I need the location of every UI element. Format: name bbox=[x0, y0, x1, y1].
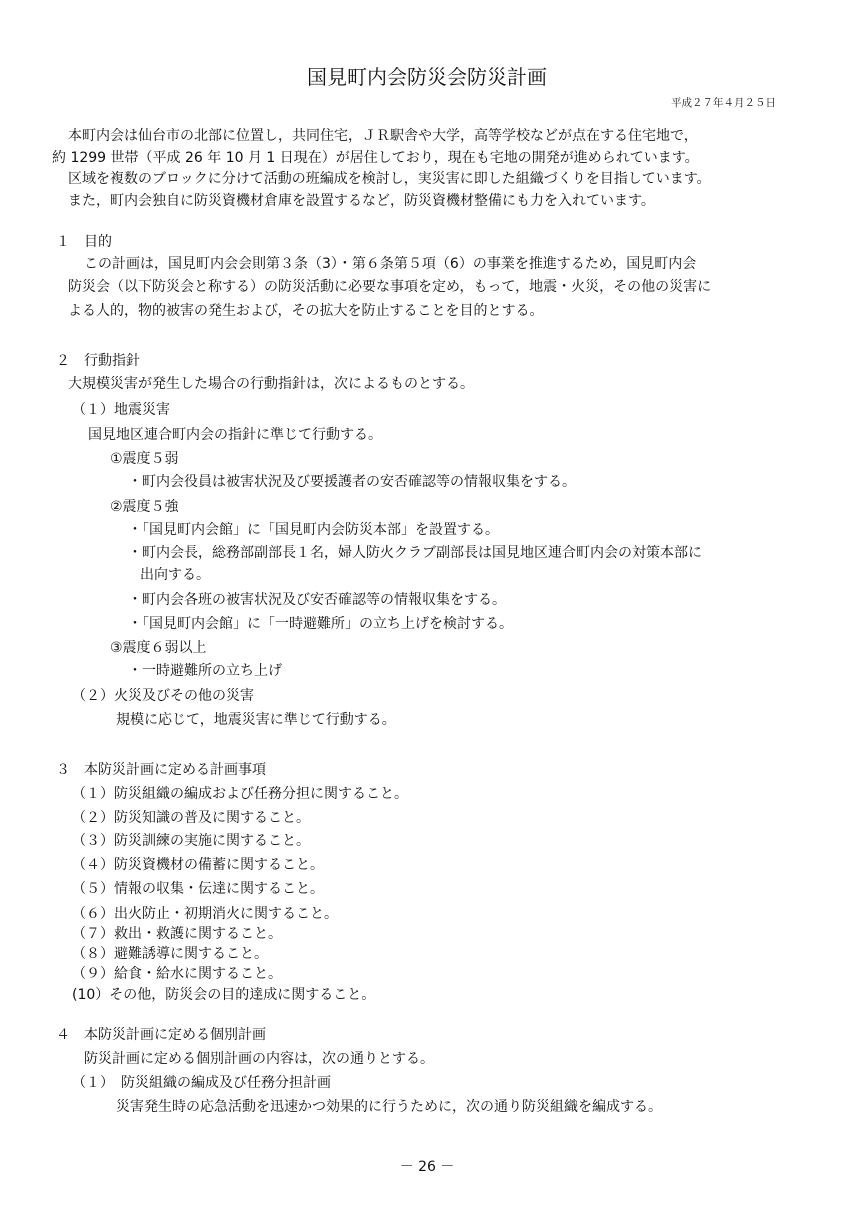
section-1-heading: １ 目的 bbox=[56, 234, 112, 250]
page-title: 国見町内会防災会防災計画 bbox=[307, 65, 547, 89]
intro-line-1: 本町内会は仙台市の北部に位置し，共同住宅，ＪＲ駅舎や大学，高等学校などが点在する住宅地で， bbox=[68, 128, 698, 144]
section-4-sub1-heading: （１） 防災組織の編成及び任務分担計画 bbox=[72, 1075, 331, 1091]
page-number: － 26 － bbox=[399, 1159, 455, 1175]
section-4-sub1-text: 災害発生時の応急活動を迅速かつ効果的に行うために，次の通り防災組織を編成する。 bbox=[116, 1099, 662, 1115]
seismic-level-1-heading: ①震度５弱 bbox=[110, 451, 179, 467]
seismic-level-3-heading: ③震度６弱以上 bbox=[110, 640, 207, 656]
plan-item-5: （５）情報の収集・伝達に関すること。 bbox=[72, 881, 324, 897]
section-2-sub1-heading: （１）地震災害 bbox=[72, 402, 170, 418]
plan-item-8: （８）避難誘導に関すること。 bbox=[72, 946, 268, 962]
seismic-level-2-item-4: ・「国見町内会館」に「一時避難所」の立ち上げを検討する。 bbox=[128, 616, 513, 632]
intro-line-3: 区域を複数のブロックに分けて活動の班編成を検討し，実災害に即した組織づくりを目指しています。 bbox=[68, 171, 711, 187]
seismic-level-2-item-2-cont: 出向する。 bbox=[140, 567, 210, 583]
section-3-heading: ３ 本防災計画に定める計画事項 bbox=[56, 762, 266, 778]
seismic-level-3-item-1: ・一時避難所の立ち上げ bbox=[128, 663, 282, 679]
intro-line-2: 約 1299 世帯（平成 26 年 10 月 1 日現在）が居住しており，現在も宅地の開発が進められています。 bbox=[52, 150, 699, 166]
section-1-line-2: 防災会（以下防災会と称する）の防災活動に必要な事項を定め，もって，地震・火災，その他の災害に bbox=[68, 279, 712, 295]
section-4-intro: 防災計画に定める個別計画の内容は，次の通りとする。 bbox=[84, 1051, 434, 1067]
plan-item-2: （２）防災知識の普及に関すること。 bbox=[72, 810, 310, 826]
document-date: 平成２７年４月２５日 bbox=[671, 97, 776, 109]
seismic-level-2-item-3: ・町内会各班の被害状況及び安否確認等の情報収集をする。 bbox=[128, 592, 506, 608]
section-1-line-1: この計画は，国見町内会会則第３条（3）・第６条第５項（6）の事業を推進するため，国見町内会 bbox=[84, 256, 697, 272]
section-2-intro: 大規模災害が発生した場合の行動指針は，次によるものとする。 bbox=[68, 376, 474, 392]
section-2-sub2-heading: （２）火災及びその他の災害 bbox=[72, 688, 254, 704]
plan-item-6: （６）出火防止・初期消火に関すること。 bbox=[72, 906, 338, 922]
section-2-sub1-text: 国見地区連合町内会の指針に準じて行動する。 bbox=[88, 427, 382, 443]
section-2-sub2-text: 規模に応じて，地震災害に準じて行動する。 bbox=[116, 712, 396, 728]
plan-item-9: （９）給食・給水に関すること。 bbox=[72, 966, 282, 982]
plan-item-1: （１）防災組織の編成および任務分担に関すること。 bbox=[72, 786, 408, 802]
plan-item-4: （４）防災資機材の備蓄に関すること。 bbox=[72, 857, 324, 873]
intro-line-4: また，町内会独自に防災資機材倉庫を設置するなど，防災資機材整備にも力を入れています。 bbox=[68, 193, 655, 209]
section-1-line-3: よる人的，物的被害の発生および，その拡大を防止することを目的とする。 bbox=[68, 303, 544, 319]
seismic-level-2-heading: ②震度５強 bbox=[110, 499, 179, 515]
plan-item-10: (10）その他，防災会の目的達成に関すること。 bbox=[72, 987, 376, 1003]
seismic-level-2-item-1: ・「国見町内会館」に「国見町内会防災本部」を設置する。 bbox=[128, 522, 499, 538]
plan-item-3: （３）防災訓練の実施に関すること。 bbox=[72, 833, 310, 849]
section-4-heading: ４ 本防災計画に定める個別計画 bbox=[56, 1027, 266, 1043]
seismic-level-1-item-1: ・町内会役員は被害状況及び要援護者の安否確認等の情報収集をする。 bbox=[128, 474, 576, 490]
plan-item-7: （７）救出・救護に関すること。 bbox=[72, 926, 282, 942]
section-2-heading: ２ 行動指針 bbox=[56, 353, 140, 369]
seismic-level-2-item-2: ・町内会長，総務部副部長１名，婦人防火クラブ副部長は国見地区連合町内会の対策本部に bbox=[128, 545, 702, 561]
